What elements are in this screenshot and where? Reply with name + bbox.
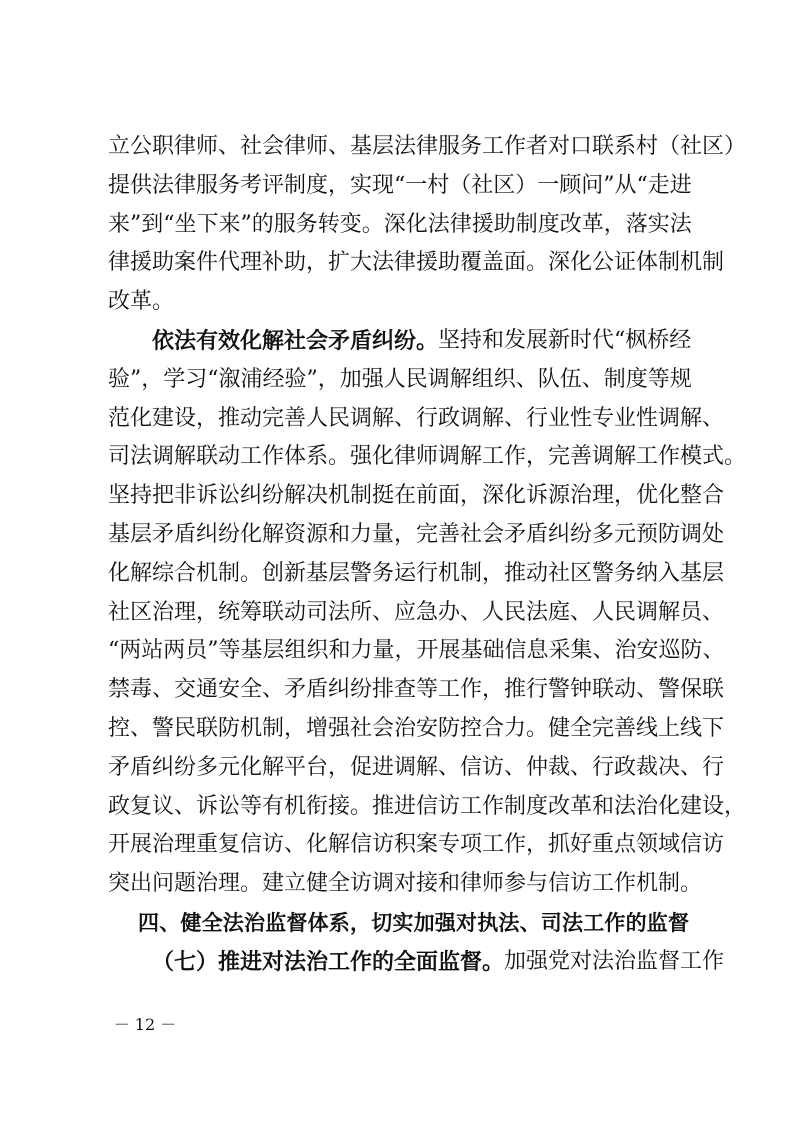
paragraph-legal-services [108, 128, 747, 322]
text-line: 律援助案件代理补助，扩大法律援助覆盖面。深化公证体制机制 [108, 250, 725, 276]
paragraph-lead-heading: （七）推进对法治工作的全面监督。 [152, 948, 505, 975]
document-body [108, 128, 747, 982]
text-line: 范化建设，推动完善人民调解、行政调解、行业性专业性调解、 [108, 405, 725, 431]
text-line: 社区治理，统筹联动司法所、应急办、人民法庭、人民调解员、 [108, 599, 725, 625]
text-line: 突出问题治理。建立健全访调对接和律师参与信访工作机制。 [108, 871, 703, 897]
text-line: 基层矛盾纠纷化解资源和力量，完善社会矛盾纠纷多元预防调处 [108, 521, 725, 547]
paragraph-oversight [108, 943, 725, 982]
text-line: 改革。 [108, 289, 175, 315]
text-span: 坚持和发展新时代“枫桥经 [438, 327, 692, 353]
text-line: 政复议、诉讼等有机衔接。推进信访工作制度改革和法治化建设， [108, 793, 747, 819]
text-line: 验”，学习“溆浦经验”，加强人民调解组织、队伍、制度等规 [108, 366, 692, 392]
paragraph-dispute-resolution [108, 322, 747, 904]
text-line: 化解综合机制。创新基层警务运行机制，推动社区警务纳入基层 [108, 560, 725, 586]
text-line: 来”到“坐下来”的服务转变。深化法律援助制度改革，落实法 [108, 211, 692, 237]
paragraph-first-line [108, 322, 692, 361]
text-line: “两站两员”等基层组织和力量，开展基础信息采集、治安巡防、 [108, 638, 725, 664]
text-line: 控、警民联防机制，增强社会治安防控合力。健全完善线上线下 [108, 715, 725, 741]
text-line: 提供法律服务考评制度，实现“一村（社区）一顾问”从“走进 [108, 172, 692, 198]
text-line: 开展治理重复信访、化解信访积案专项工作，抓好重点领域信访 [108, 832, 725, 858]
text-line: 禁毒、交通安全、矛盾纠纷排查等工作，推行警钟联动、警保联 [108, 677, 725, 703]
section-heading: 四、健全法治监督体系，切实加强对执法、司法工作的监督 [138, 910, 690, 935]
text-line: 立公职律师、社会律师、基层法律服务工作者对口联系村（社区） [108, 134, 747, 159]
text-line: 矛盾纠纷多元化解平台，促进调解、信访、仲裁、行政裁决、行 [108, 754, 725, 780]
text-span: 加强党对法治监督工作 [504, 948, 725, 974]
text-line: 坚持把非诉讼纠纷解决机制挺在前面，深化诉源治理，优化整合 [108, 483, 725, 509]
paragraph-lead-heading: 依法有效化解社会矛盾纠纷。 [152, 327, 439, 354]
page-number: － 12 － [113, 1015, 177, 1034]
text-line: 司法调解联动工作体系。强化律师调解工作，完善调解工作模式。 [108, 444, 747, 470]
